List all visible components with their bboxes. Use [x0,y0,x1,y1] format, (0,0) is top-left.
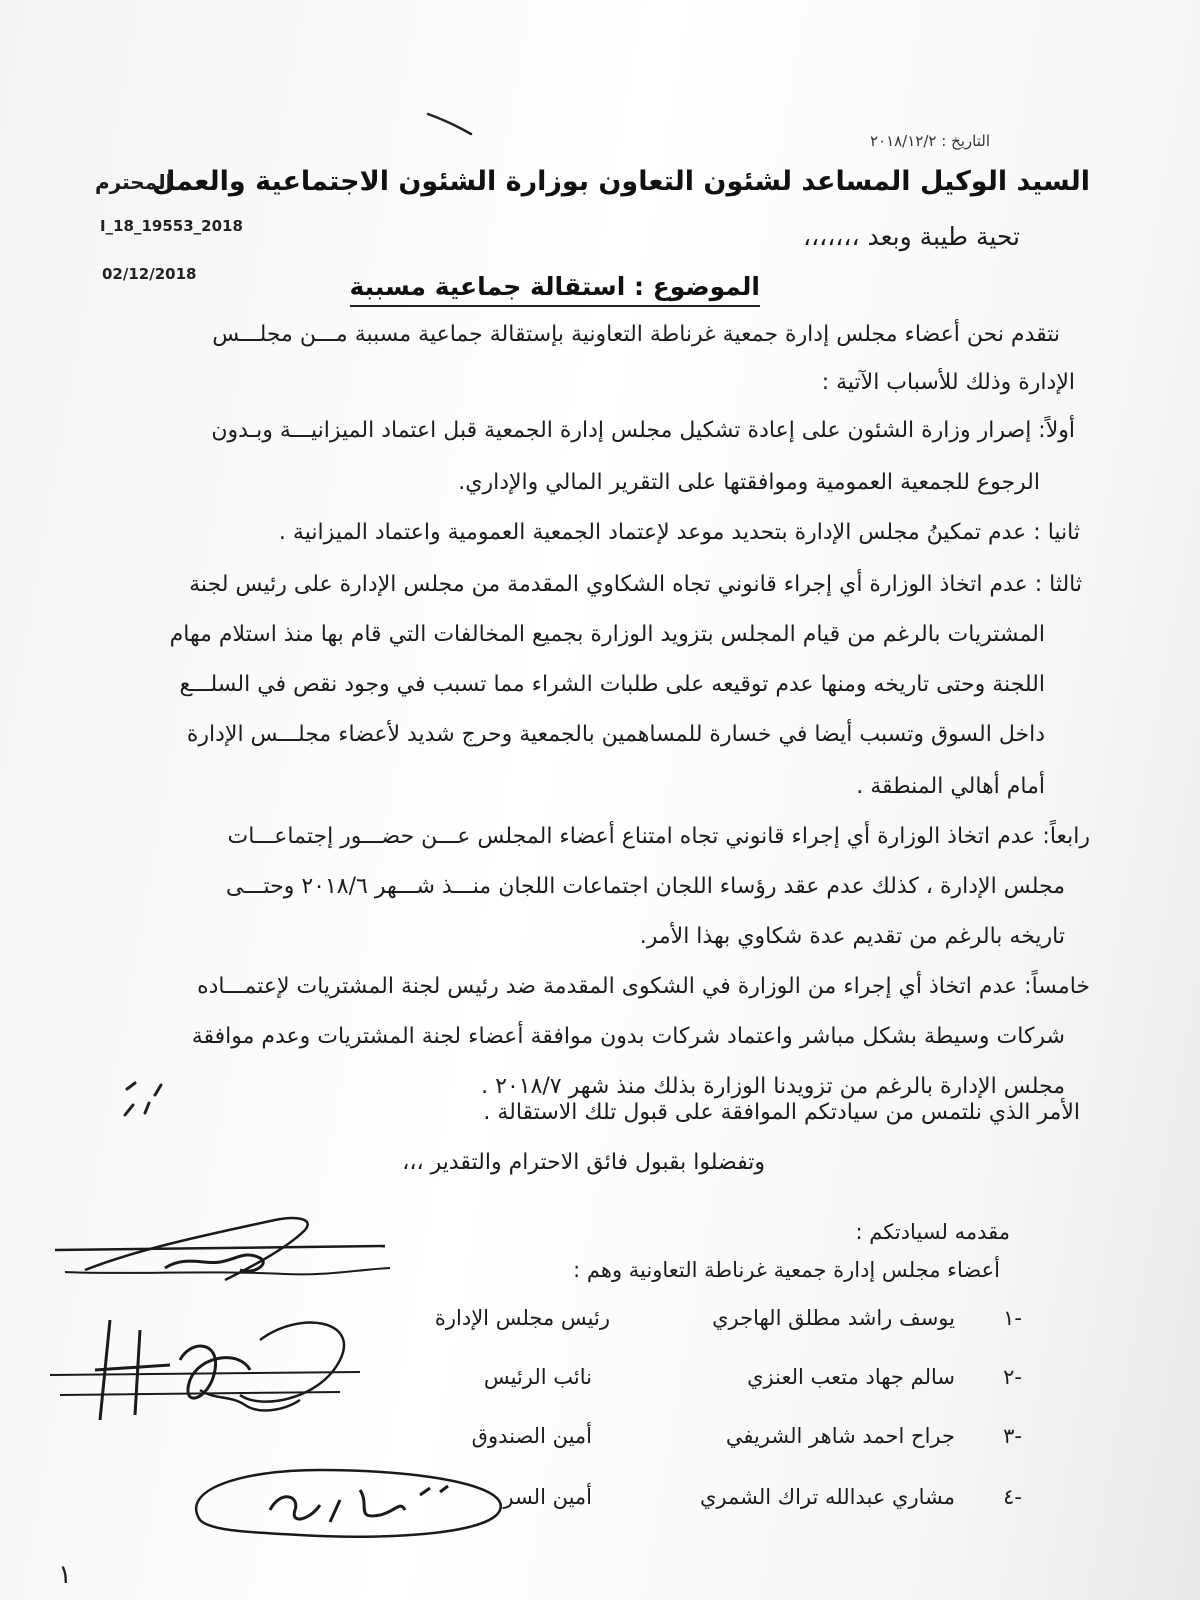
body-line: المشتريات بالرغم من قيام المجلس بتزويد الوزارة بجميع المخالفات التي قام بها منذ استلام مهام [169,622,1045,647]
member-number: ٢- [1003,1365,1022,1389]
body-line: الإدارة وذلك للأسباب الآتية : [821,370,1075,395]
pen-mark [425,108,475,138]
closing-request: الأمر الذي نلتمس من سيادتكم الموافقة على قبول تلك الاستقالة . [483,1100,1080,1125]
members-intro: أعضاء مجلس إدارة جمعية غرناطة التعاونية وهم : [573,1258,1000,1282]
body-line: الرجوع للجمعية العمومية وموافقتها على التقرير المالي والإداري. [458,470,1040,495]
addressee: السيد الوكيل المساعد لشئون التعاون بوزارة الشئون الاجتماعية والعمل [152,166,1090,197]
member-number: ١- [1003,1306,1022,1330]
body-line: أمام أهالي المنطقة . [856,774,1045,799]
body-line: داخل السوق وتسبب أيضا في خسارة للمساهمين بالجمعية وحرج شديد لأعضاء مجلـــس الإدارة [186,722,1045,747]
member-name: مشاري عبدالله تراك الشمري [699,1485,955,1509]
body-line: ثالثا : عدم اتخاذ الوزارة أي إجراء قانوني تجاه الشكاوي المقدمة من مجلس الإدارة على رئيس لجنة [189,572,1082,597]
respected-title: المحترم [95,170,173,194]
member-name: سالم جهاد متعب العنزي [747,1365,955,1389]
member-role: أمين الصندوق [471,1424,592,1448]
body-line: ثانيا : عدم تمكينُ مجلس الإدارة بتحديد موعد لإعتماد الجمعية العمومية واعتماد الميزانية . [278,520,1080,545]
body-line: رابعاً: عدم اتخاذ الوزارة أي إجراء قانوني تجاه امتناع أعضاء المجلس عـــن حضـــور إجتماعـــات [227,824,1090,849]
member-name: يوسف راشد مطلق الهاجري [712,1306,955,1330]
body-line: مجلس الإدارة بالرغم من تزويدنا الوزارة بذلك منذ شهر ٢٠١٨/٧ . [481,1074,1065,1099]
member-role: أمين السر [503,1485,592,1509]
greeting: تحية طيبة وبعد ،،،،،،، [803,222,1020,251]
body-line: نتقدم نحن أعضاء مجلس إدارة جمعية غرناطة التعاونية بإستقالة جماعية مسببة مـــن مجلـــس [212,322,1060,347]
body-line: تاريخه بالرغم من تقديم عدة شكاوي بهذا الأمر. [639,924,1065,949]
signature-1 [45,1210,405,1300]
subject-line: الموضوع : استقالة جماعية مسببة [350,272,761,307]
page-number: ١ [58,1560,72,1590]
signature-2 [40,1300,370,1440]
signature-3 [180,1450,540,1550]
member-name: جراح احمد شاهر الشريفي [725,1424,955,1448]
body-line: شركات وسيطة بشكل مباشر واعتماد شركات بدون موافقة أعضاء لجنة المشتريات وعدم موافقة [191,1024,1065,1049]
submitted-to: مقدمه لسيادتكم : [855,1220,1010,1244]
body-line: مجلس الإدارة ، كذلك عدم عقد رؤساء اللجان اجتماعات اللجان منـــذ شـــهر ٢٠١٨/٦ وحتـــى [225,874,1065,899]
body-line: اللجنة وحتى تاريخه ومنها عدم توقيعه على طلبات الشراء مما تسبب في وجود نقص في السلـــع [179,672,1045,697]
body-line: خامساً: عدم اتخاذ أي إجراء من الوزارة في الشكوى المقدمة ضد رئيس لجنة المشتريات لإعتمـــاده [197,974,1090,999]
member-number: ٣- [1003,1424,1022,1448]
reference-date: 02/12/2018 [102,265,197,283]
body-line: أولاً: إصرار وزارة الشئون على إعادة تشكيل مجلس إدارة الجمعية قبل اعتماد الميزانيـــة وبـدون [211,418,1075,443]
member-role: رئيس مجلس الإدارة [434,1306,610,1330]
member-role: نائب الرئيس [483,1365,592,1389]
reference-number: I_18_19553_2018 [100,217,243,235]
member-number: ٤- [1003,1485,1022,1509]
date-line: التاريخ : ٢٠١٨/١٢/٢ [869,132,990,150]
handwritten-mark [115,1075,185,1125]
closing-regards: وتفضلوا بقبول فائق الاحترام والتقدير ،،، [402,1150,765,1175]
